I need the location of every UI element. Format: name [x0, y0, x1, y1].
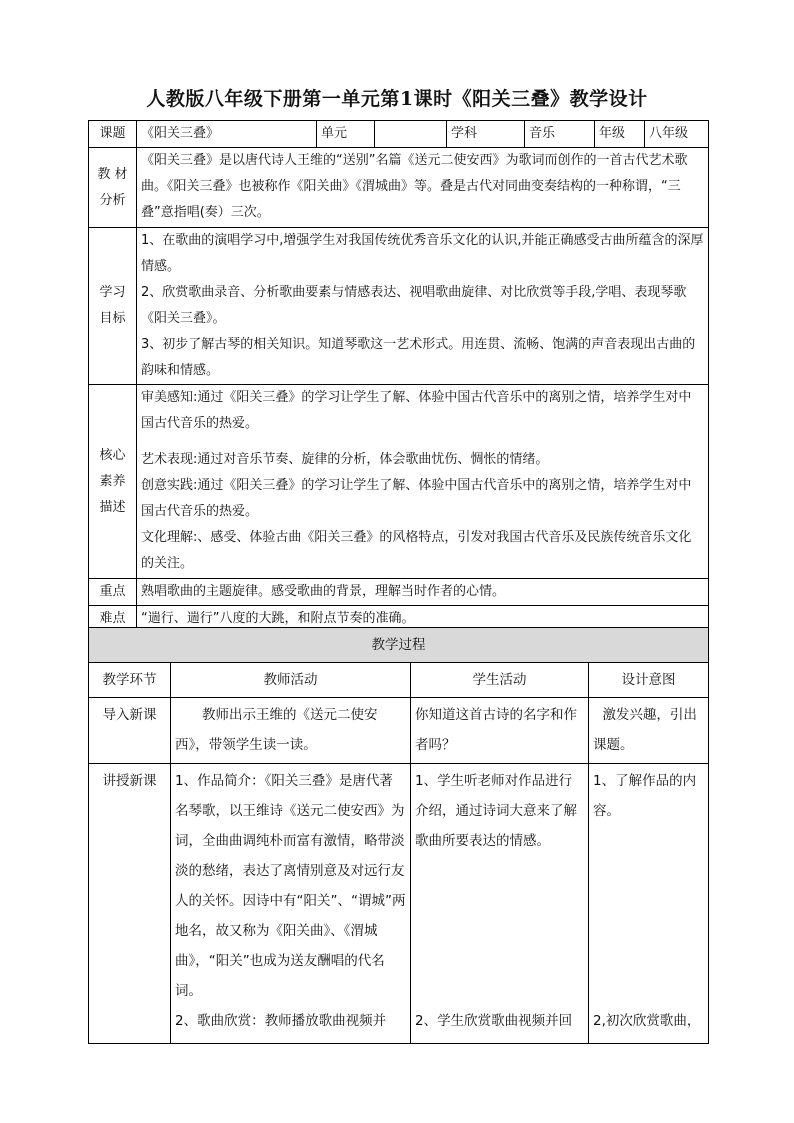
student-activity-text: 2、学生欣赏歌曲视频并回: [415, 1013, 573, 1029]
teacher-activity-text: 教师出示王维的《送元二使安西》，带领学生读一读。: [175, 707, 378, 753]
teacher-activity-text: 2、歌曲欣赏：教师播放歌曲视频并: [175, 1013, 387, 1029]
literacy-item: 文化理解:、感受、体验古曲《阳关三叠》的风格特点，引发对我国古代音乐及民族传统音乐文化的关注。: [141, 530, 692, 571]
teacher-activity-cell: [171, 698, 411, 764]
teacher-activity-cell: [171, 764, 411, 1044]
table-row: [89, 764, 709, 1044]
subject-label: 学科: [447, 121, 525, 148]
key-point-text: 熟唱歌曲的主题旋律。感受歌曲的背景，理解当时作者的心情。: [137, 579, 709, 606]
column-header-intent: 设计意图: [589, 663, 709, 698]
table-row: [89, 698, 709, 764]
column-header-stage: 教学环节: [89, 663, 171, 698]
teacher-activity-text: 1、作品简介：《阳关三叠》是唐代著名琴歌，以王维诗《送元二使安西》为词，全曲曲调纯朴而富有激情，略带淡淡的愁绪，表达了离情别意及对远行友人的关怀。因诗中有“阳关”、“谓城”两地名，故又称为《阳关曲》、《渭城曲》，“阳关”也成为送友酬唱的代名词。: [175, 773, 406, 999]
topic-value: 《阳关三叠》: [137, 121, 317, 148]
stage-cell: 讲授新课: [89, 764, 171, 1044]
objective-item: 2、欣赏歌曲录音、分析歌曲要素与情感表达、视唱歌曲旋律、对比欣赏等手段,学唱、表现琴歌《阳关三叠》。: [141, 285, 687, 326]
design-intent-text: 2,初次欣赏歌曲，: [593, 1013, 701, 1029]
student-activity-cell: [411, 764, 589, 1044]
lesson-info-table: [88, 120, 709, 633]
difficulty-label: 难点: [89, 606, 137, 633]
literacy-label: 核心 素养 描述: [89, 385, 137, 579]
column-header-teacher: 教师活动: [171, 663, 411, 698]
objectives-label: 学习 目标: [89, 228, 137, 385]
subject-value: 音乐: [525, 121, 595, 148]
student-activity-cell: [411, 698, 589, 764]
grade-label: 年级: [595, 121, 645, 148]
analysis-label: 教 材 分析: [89, 148, 137, 228]
student-activity-text: 你知道这首古诗的名字和作者吗？: [415, 707, 577, 753]
objective-item: 1、在歌曲的演唱学习中,增强学生对我国传统优秀音乐文化的认识,并能正确感受古曲所蕴含的深厚情感。: [141, 233, 704, 274]
stage-cell: 导入新课: [89, 698, 171, 764]
design-intent-text: 1、了解作品的内容。: [593, 773, 697, 819]
literacy-cell: [137, 385, 709, 579]
difficulty-text: “遄行、遄行”八度的大跳，和附点节奏的准确。: [137, 606, 709, 633]
student-activity-text: 1、学生听老师对作品进行介绍，通过诗词大意来了解歌曲所要表达的情感。: [415, 773, 577, 849]
design-intent-cell: [589, 764, 709, 1044]
document-title: 人教版八年级下册第一单元第1课时《阳关三叠》教学设计: [146, 88, 648, 110]
column-header-student: 学生活动: [411, 663, 589, 698]
unit-value: [375, 121, 447, 148]
process-band-title: 教学过程: [89, 628, 709, 663]
literacy-item: 审美感知:通过《阳关三叠》的学习让学生了解、体验中国古代音乐中的离别之情，培养学生对中国古代音乐的热爱。: [141, 390, 692, 431]
objective-item: 3、初步了解古琴的相关知识。知道琴歌这一艺术形式。用连贯、流畅、饱满的声音表现出古曲的韵味和情感。: [141, 337, 696, 378]
grade-value: 八年级: [645, 121, 709, 148]
literacy-item: 艺术表现:通过对音乐节奏、旋律的分析，体会歌曲忧伤、惆怅的情绪。: [141, 452, 549, 467]
design-intent-cell: [589, 698, 709, 764]
teaching-process-table: [88, 627, 709, 1044]
objectives-cell: [137, 228, 709, 385]
key-point-label: 重点: [89, 579, 137, 606]
literacy-item: 创意实践:通过《阳关三叠》的学习让学生了解、体验中国古代音乐中的离别之情，培养学生对中国古代音乐的热爱。: [141, 478, 692, 519]
design-intent-text: 激发兴趣，引出课题。: [593, 707, 697, 753]
unit-label: 单元: [317, 121, 375, 148]
topic-label: 课题: [89, 121, 137, 148]
analysis-text: 《阳关三叠》是以唐代诗人王维的“送别”名篇《送元二使安西》为歌词而创作的一首古代艺术歌曲。《阳关三叠》也被称作《阳关曲》《渭城曲》等。叠是古代对同曲变奏结构的一种称谓，“三叠”意指唱(奏）三次。: [137, 148, 709, 228]
